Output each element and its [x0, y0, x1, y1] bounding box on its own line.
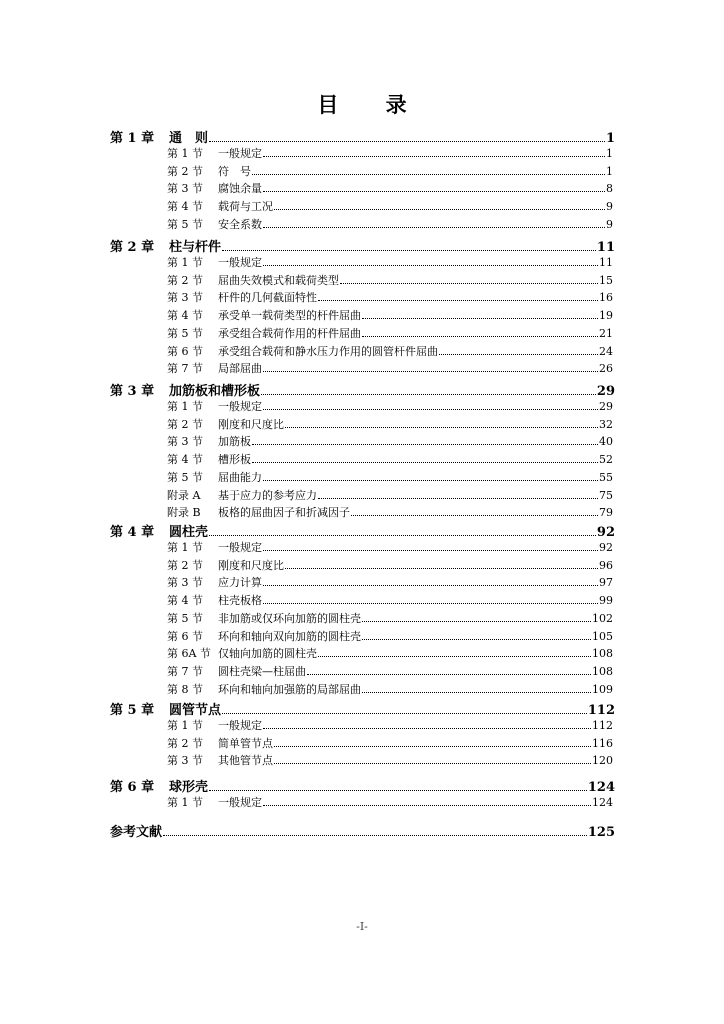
section-entry-page-number: 108 [592, 647, 613, 660]
section-entry-label: 第 1 节 [167, 719, 203, 732]
section-entry-label: 第 5 节 [167, 327, 203, 340]
section-entry-title: 仅轴向加筋的圆柱壳 [218, 647, 317, 660]
section-entry-page-number: 26 [599, 362, 613, 375]
dot-leader [252, 461, 598, 463]
section-entry[interactable] [167, 145, 613, 160]
section-entry[interactable] [167, 216, 613, 231]
section-entry-title: 槽形板 [218, 453, 251, 466]
section-entry-title: 局部屈曲 [218, 362, 262, 375]
section-entry-title: 一般规定 [218, 147, 262, 160]
dot-leader [263, 226, 605, 228]
section-entry-label: 第 1 节 [167, 147, 203, 160]
section-entry-page-number: 97 [599, 576, 613, 589]
section-entry[interactable] [167, 180, 613, 195]
section-entry-page-number: 15 [599, 274, 613, 287]
dot-leader [318, 655, 591, 657]
chapter-entry-title: 圆管节点 [169, 703, 222, 718]
section-entry-page-number: 109 [592, 683, 613, 696]
section-entry[interactable] [167, 610, 613, 625]
section-entry-label: 第 4 节 [167, 200, 203, 213]
section-entry[interactable] [167, 663, 613, 678]
chapter-entry-label: 第 6 章 [110, 780, 155, 795]
dot-leader [362, 335, 598, 337]
section-entry-label: 第 1 节 [167, 796, 203, 809]
chapter-entry[interactable] [110, 776, 615, 793]
section-entry-label: 第 5 节 [167, 218, 203, 231]
section-entry[interactable] [167, 163, 613, 178]
section-entry[interactable] [167, 343, 613, 358]
section-entry-label: 第 6 节 [167, 630, 203, 643]
dot-leader [252, 173, 605, 175]
dot-leader [209, 789, 587, 791]
dot-leader [351, 514, 598, 516]
chapter-entry-title: 圆柱壳 [169, 525, 209, 540]
section-entry[interactable] [167, 592, 613, 607]
references-entry[interactable] [110, 821, 615, 838]
section-entry-page-number: 40 [599, 435, 613, 448]
section-entry-page-number: 102 [592, 612, 613, 625]
section-entry-label: 第 2 节 [167, 274, 203, 287]
section-entry[interactable] [167, 289, 613, 304]
section-entry-page-number: 108 [592, 665, 613, 678]
section-entry-page-number: 96 [599, 559, 613, 572]
dot-leader [362, 638, 591, 640]
section-entry-page-number: 52 [599, 453, 613, 466]
section-entry-page-number: 79 [599, 506, 613, 519]
section-entry-title: 屈曲失效模式和载荷类型 [218, 274, 339, 287]
section-entry[interactable] [167, 574, 613, 589]
dot-leader [362, 691, 591, 693]
section-entry-label: 第 5 节 [167, 471, 203, 484]
section-entry[interactable] [167, 681, 613, 696]
dot-leader [439, 353, 598, 355]
section-entry-label: 第 4 节 [167, 453, 203, 466]
section-entry-page-number: 124 [592, 796, 613, 809]
section-entry[interactable] [167, 254, 613, 269]
section-entry-title: 其他管节点 [218, 754, 273, 767]
section-entry[interactable] [167, 645, 613, 660]
dot-leader [263, 190, 605, 192]
section-entry-title: 杆件的几何截面特性 [218, 291, 317, 304]
dot-leader [263, 408, 598, 410]
chapter-entry[interactable] [110, 127, 615, 144]
section-entry-title: 一般规定 [218, 796, 262, 809]
chapter-entry-label: 第 4 章 [110, 525, 155, 540]
dot-leader [362, 620, 591, 622]
section-entry-title: 基于应力的参考应力 [218, 489, 317, 502]
chapter-entry-label: 第 1 章 [110, 131, 155, 146]
section-entry-title: 腐蚀余量 [218, 182, 262, 195]
section-entry-title: 环向和轴向加强筋的局部屈曲 [218, 683, 361, 696]
dot-leader [252, 443, 598, 445]
section-entry[interactable] [167, 628, 613, 643]
section-entry-title: 圆柱壳梁—柱屈曲 [218, 665, 306, 678]
section-entry-page-number: 24 [599, 345, 613, 358]
section-entry[interactable] [167, 307, 613, 322]
dot-leader [362, 317, 598, 319]
section-entry[interactable] [167, 433, 613, 448]
section-entry-title: 刚度和尺度比 [218, 559, 284, 572]
chapter-entry[interactable] [110, 236, 615, 253]
section-entry-page-number: 29 [599, 400, 613, 413]
section-entry-page-number: 1 [606, 147, 613, 160]
dot-leader [285, 426, 598, 428]
section-entry-page-number: 75 [599, 489, 613, 502]
chapter-entry[interactable] [110, 380, 615, 397]
section-entry[interactable] [167, 198, 613, 213]
section-entry-label: 第 7 节 [167, 665, 203, 678]
dot-leader [274, 208, 605, 210]
section-entry[interactable] [167, 360, 613, 375]
dot-leader [263, 155, 605, 157]
section-entry-label: 第 3 节 [167, 291, 203, 304]
section-entry-page-number: 55 [599, 471, 613, 484]
chapter-entry-page-number: 112 [587, 703, 615, 718]
section-entry-page-number: 8 [606, 182, 613, 195]
dot-leader [307, 673, 591, 675]
chapter-entry-page-number: 29 [596, 384, 615, 399]
section-entry-label: 附录 B [167, 506, 201, 519]
section-entry-page-number: 1 [606, 165, 613, 178]
dot-leader [222, 249, 596, 251]
chapter-entry[interactable] [110, 699, 615, 716]
section-entry-title: 柱壳板格 [218, 594, 262, 607]
chapter-entry-label: 第 2 章 [110, 240, 155, 255]
section-entry-title: 刚度和尺度比 [218, 418, 284, 431]
section-entry-title: 承受组合载荷和静水压力作用的圆管杆件屈曲 [218, 345, 438, 358]
section-entry-page-number: 19 [599, 309, 613, 322]
section-entry-label: 第 3 节 [167, 435, 203, 448]
chapter-entry-label: 第 3 章 [110, 384, 155, 399]
dot-leader [261, 393, 596, 395]
section-entry-title: 屈曲能力 [218, 471, 262, 484]
section-entry-page-number: 9 [606, 218, 613, 231]
section-entry-label: 第 2 节 [167, 165, 203, 178]
dot-leader [285, 567, 598, 569]
section-entry-title: 承受单一载荷类型的杆件屈曲 [218, 309, 361, 322]
section-entry-title: 一般规定 [218, 400, 262, 413]
section-entry-page-number: 112 [592, 719, 613, 732]
section-entry-title: 承受组合载荷作用的杆件屈曲 [218, 327, 361, 340]
dot-leader [318, 497, 598, 499]
section-entry-title: 非加筋或仅环向加筋的圆柱壳 [218, 612, 361, 625]
section-entry-label: 第 3 节 [167, 182, 203, 195]
section-entry-title: 一般规定 [218, 256, 262, 269]
section-entry-page-number: 92 [599, 541, 613, 554]
dot-leader [263, 264, 598, 266]
section-entry-title: 简单管节点 [218, 737, 273, 750]
chapter-entry-title: 通 则 [169, 131, 209, 146]
section-entry-label: 第 3 节 [167, 576, 203, 589]
chapter-entry-title: 柱与杆件 [169, 240, 222, 255]
section-entry-title: 环向和轴向双向加筋的圆柱壳 [218, 630, 361, 643]
references-entry-title: 参考文献 [110, 825, 163, 840]
dot-leader [263, 370, 598, 372]
section-entry-page-number: 32 [599, 418, 613, 431]
section-entry-page-number: 116 [592, 737, 613, 750]
section-entry[interactable] [167, 416, 613, 431]
chapter-entry-title: 球形壳 [169, 780, 209, 795]
section-entry-title: 板格的屈曲因子和折减因子 [218, 506, 350, 519]
section-entry[interactable] [167, 794, 613, 809]
section-entry-label: 第 2 节 [167, 418, 203, 431]
section-entry-title: 安全系数 [218, 218, 262, 231]
dot-leader [263, 727, 591, 729]
dot-leader [222, 712, 587, 714]
dot-leader [263, 602, 598, 604]
section-entry-label: 第 4 节 [167, 309, 203, 322]
section-entry-title: 载荷与工况 [218, 200, 273, 213]
section-entry-label: 第 6A 节 [167, 647, 211, 660]
section-entry[interactable] [167, 272, 613, 287]
section-entry[interactable] [167, 469, 613, 484]
section-entry[interactable] [167, 451, 613, 466]
chapter-entry-page-number: 92 [596, 525, 615, 540]
section-entry[interactable] [167, 539, 613, 554]
section-entry-label: 第 8 节 [167, 683, 203, 696]
page-title: 目 录 [317, 93, 427, 117]
section-entry-page-number: 120 [592, 754, 613, 767]
chapter-entry-title: 加筋板和槽形板 [169, 384, 261, 399]
section-entry-title: 一般规定 [218, 541, 262, 554]
section-entry[interactable] [167, 735, 613, 750]
section-entry-page-number: 9 [606, 200, 613, 213]
dot-leader [318, 299, 598, 301]
dot-leader [209, 534, 596, 536]
dot-leader [163, 834, 587, 836]
chapter-entry-label: 第 5 章 [110, 703, 155, 718]
section-entry[interactable] [167, 487, 613, 502]
chapter-entry-page-number: 124 [587, 780, 615, 795]
section-entry[interactable] [167, 752, 613, 767]
section-entry-label: 第 3 节 [167, 754, 203, 767]
dot-leader [263, 804, 591, 806]
chapter-entry[interactable] [110, 521, 615, 538]
section-entry-label: 第 1 节 [167, 541, 203, 554]
section-entry[interactable] [167, 325, 613, 340]
chapter-entry-page-number: 1 [605, 131, 615, 146]
section-entry[interactable] [167, 557, 613, 572]
section-entry-page-number: 11 [599, 256, 613, 269]
section-entry-label: 第 6 节 [167, 345, 203, 358]
dot-leader [263, 479, 598, 481]
section-entry-page-number: 21 [599, 327, 613, 340]
chapter-entry-page-number: 11 [596, 240, 615, 255]
section-entry-title: 应力计算 [218, 576, 262, 589]
section-entry-label: 第 1 节 [167, 256, 203, 269]
section-entry-page-number: 105 [592, 630, 613, 643]
section-entry-label: 第 4 节 [167, 594, 203, 607]
section-entry-label: 第 2 节 [167, 559, 203, 572]
section-entry-label: 第 1 节 [167, 400, 203, 413]
section-entry[interactable] [167, 398, 613, 413]
section-entry[interactable] [167, 504, 613, 519]
dot-leader [274, 762, 591, 764]
section-entry-label: 第 7 节 [167, 362, 203, 375]
dot-leader [340, 282, 598, 284]
section-entry-label: 第 5 节 [167, 612, 203, 625]
section-entry-label: 第 2 节 [167, 737, 203, 750]
page-number-footer: -I- [356, 920, 368, 933]
section-entry-title: 符 号 [218, 165, 251, 178]
dot-leader [274, 745, 591, 747]
section-entry-title: 加筋板 [218, 435, 251, 448]
section-entry-label: 附录 A [167, 489, 201, 502]
section-entry-page-number: 99 [599, 594, 613, 607]
dot-leader [263, 584, 598, 586]
references-entry-page-number: 125 [587, 825, 615, 840]
dot-leader [209, 140, 605, 142]
section-entry-page-number: 16 [599, 291, 613, 304]
section-entry[interactable] [167, 717, 613, 732]
dot-leader [263, 549, 598, 551]
section-entry-title: 一般规定 [218, 719, 262, 732]
